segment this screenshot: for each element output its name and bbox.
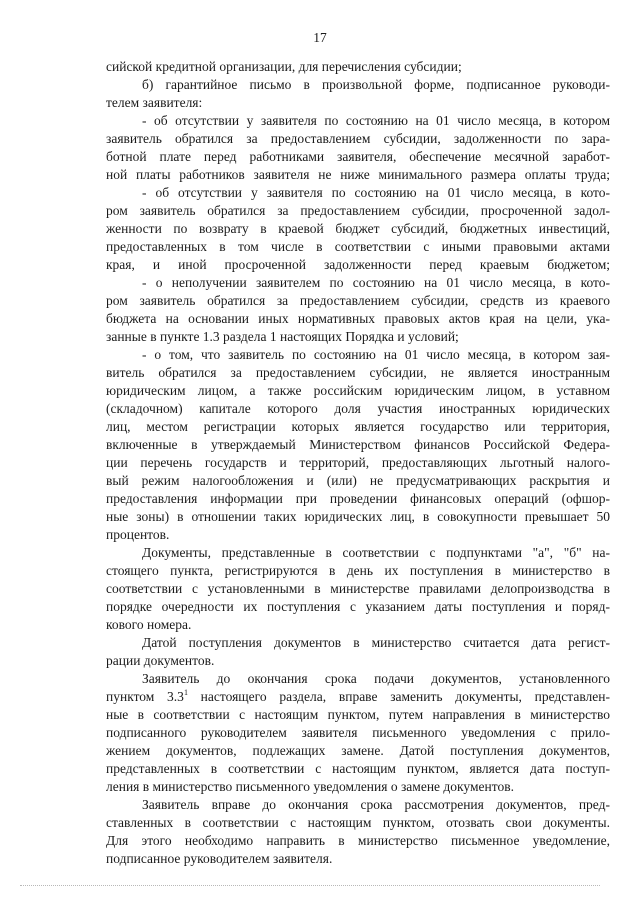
text-line: Для этого необходимо направить в министерство письменное уведомление,: [106, 833, 610, 848]
text-line: Заявитель вправе до окончания срока рассмотрения документов, пред-: [142, 797, 610, 812]
text-line: ции перечень государств и территорий, предоставляющих льготный налого-: [106, 455, 610, 470]
text-line: процентов.: [106, 527, 170, 542]
text-line: юридическим лицом, а также российским юридическим лицом, в уставном: [106, 383, 610, 398]
text-line: представленных в соответствии с настоящим пунктом, является дата поступ-: [106, 761, 610, 776]
text-line: предоставленных в том числе в соответствии с иными правовыми актами: [106, 239, 610, 254]
text-line: жением документов, подлежащих замене. Датой поступления документов,: [106, 743, 610, 758]
text-line: ные в соответствии с настоящим пунктом, путем направления в министерство: [106, 707, 610, 722]
text-line: ром заявитель обратился за предоставлением субсидии, просроченной задол-: [106, 203, 610, 218]
text-line: сийской кредитной организации, для перечисления субсидии;: [106, 59, 462, 74]
text-line: заявитель обратился за предоставлением субсидии, задолженности по зара-: [106, 131, 610, 146]
text-line: Заявитель до окончания срока подачи документов, установленного: [142, 671, 610, 686]
text-line: подписанное руководителем заявителя.: [106, 851, 333, 866]
superscript: 1: [183, 688, 188, 697]
text-line: соответствии с установленными в министерстве правилами делопроизводства в: [106, 581, 610, 596]
text-line: стоящего пункта, регистрируются в день их поступления в министерство в: [106, 563, 610, 578]
text-line: подписанного руководителем заявителя письменного уведомления с прило-: [106, 725, 610, 740]
text-line: телем заявителя:: [106, 95, 203, 110]
scan-edge-artifact: [20, 885, 600, 886]
text-line: включенные в утверждаемый Министерством финансов Российской Федера-: [106, 437, 610, 452]
text-line: (складочном) капитале которого доля участия иностранных юридических: [106, 401, 610, 416]
text-line: ботной плате перед работниками заявителя, обеспечение месячной заработ-: [106, 149, 610, 164]
text-line: Документы, представленные в соответствии с подпунктами "а", "б" на-: [142, 545, 610, 560]
text-fragment: пунктом 3.3: [106, 689, 184, 704]
text-line: порядке очередности их поступления с указанием даты поступления и поряд-: [106, 599, 610, 614]
text-line: [106, 688, 610, 706]
text-line: Датой поступления документов в министерство считается дата регист-: [142, 635, 610, 650]
text-line: кового номера.: [106, 617, 192, 632]
text-line: - о неполучении заявителем по состоянию на 01 число месяца, в кото-: [142, 275, 610, 290]
text-line: б) гарантийное письмо в произвольной форме, подписанное руководи-: [142, 77, 610, 92]
text-line: лиц, местом регистрации которых является государство или территория,: [106, 419, 610, 434]
text-line: ставленных в соответствии с настоящим пунктом, отозвать свои документы.: [106, 815, 610, 830]
text-fragment: настоящего раздела, вправе заменить документы, представлен-: [187, 689, 610, 704]
text-line: вый режим налогообложения и (или) не предусматривающих раскрытия и: [106, 473, 610, 488]
text-line: ром заявитель обратился за предоставлением субсидии, средств из краевого: [106, 293, 610, 308]
text-line: ные зоны) в отношении таких юридических лиц, в совокупности превышает 50: [106, 509, 610, 524]
text-line: ления в министерство письменного уведомления о замене документов.: [106, 779, 514, 794]
text-line: края, и иной просроченной задолженности перед краевым бюджетом;: [106, 257, 610, 272]
text-line: ной платы работников заявителя не ниже минимального размера оплаты труда;: [106, 167, 610, 182]
text-line: - об отсутствии у заявителя по состоянию на 01 число месяца, в котором: [142, 113, 610, 128]
page-number: 17: [313, 30, 327, 45]
text-line: предоставления информации при проведении финансовых операций (офшор-: [106, 491, 610, 506]
text-line: занные в пункте 1.3 раздела 1 настоящих Порядка и условий;: [106, 329, 459, 344]
text-line: витель обратился за предоставлением субсидии, не является иностранным: [106, 365, 610, 380]
text-line: бюджета на основании иных нормативных правовых актов края на цели, ука-: [106, 311, 610, 326]
text-line: - об отсутствии у заявителя по состоянию на 01 число месяца, в кото-: [142, 185, 610, 200]
text-line: - о том, что заявитель по состоянию на 01 число месяца, в котором зая-: [142, 347, 610, 362]
text-line: рации документов.: [106, 653, 215, 668]
document-body: [106, 58, 610, 868]
text-line: женности по возврату в краевой бюджет субсидий, бюджетных инвестиций,: [106, 221, 610, 236]
